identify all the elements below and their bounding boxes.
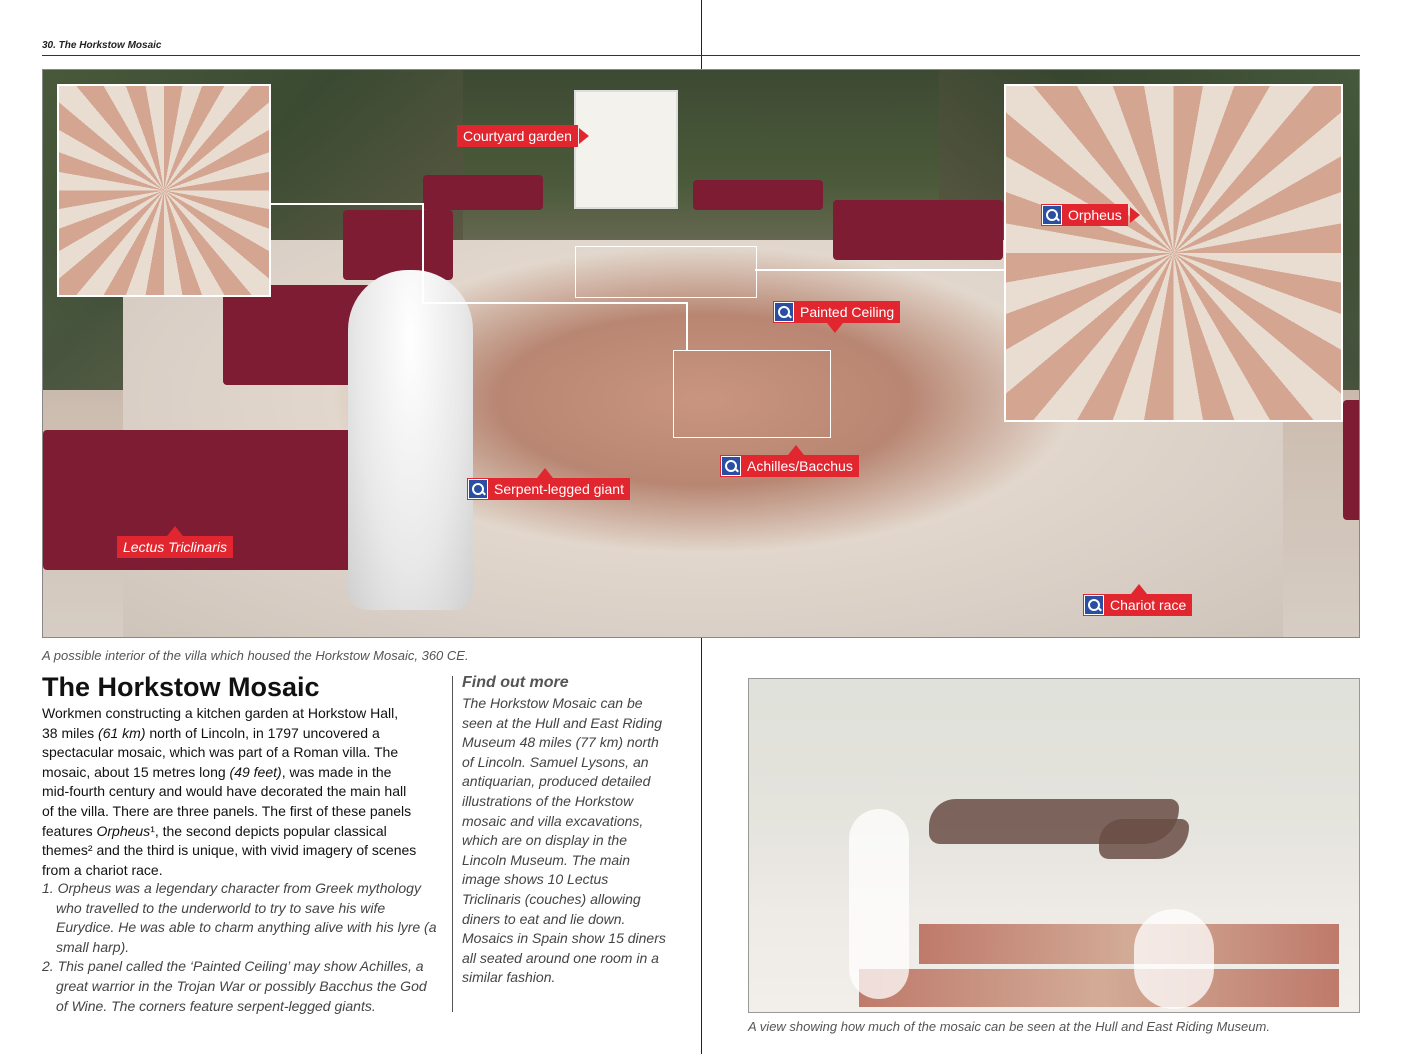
body-line: spectacular mosaic, which was part of a Roman villa. The — [42, 744, 399, 761]
couch — [343, 210, 453, 280]
leader-line — [271, 203, 423, 205]
footnotes — [42, 879, 442, 1016]
callout-pointer — [1131, 584, 1147, 594]
callout-pointer — [788, 445, 804, 455]
body-line: mid-fourth century and would have decorated the main hall — [42, 783, 407, 800]
magnifier-icon[interactable] — [1042, 205, 1062, 225]
statue — [348, 270, 473, 610]
body-text-span: mosaic, about 15 metres long — [42, 763, 230, 780]
callout-text: Lectus Triclinaris — [123, 539, 227, 555]
callout-painted-ceiling[interactable] — [773, 301, 900, 323]
magnifier-icon[interactable] — [468, 479, 488, 499]
body-text-span: , was made in the — [281, 763, 392, 780]
callout-pointer — [167, 526, 183, 536]
callout-text: Orpheus — [1068, 207, 1122, 223]
callout-text: Serpent-legged giant — [494, 481, 624, 497]
body-line: of the villa. There are three panels. The first of these panels — [42, 802, 412, 819]
callout-chariot-race[interactable] — [1083, 594, 1192, 616]
callout-courtyard-garden — [457, 125, 578, 147]
body-text-span: ¹, the second depicts popular classical — [150, 822, 387, 839]
statue — [849, 809, 909, 999]
article-body — [42, 704, 442, 880]
couch — [423, 175, 543, 210]
callout-pointer — [1130, 207, 1140, 223]
body-text-span: (49 feet) — [229, 763, 282, 780]
callout-text: Chariot race — [1110, 597, 1187, 613]
body-line: Workmen constructing a kitchen garden at Horkstow Hall, — [42, 705, 399, 721]
museum-view-caption: A view showing how much of the mosaic can be seen at the Hull and East Riding Museum. — [748, 1019, 1270, 1034]
body-line: themes² and the third is unique, with vivid imagery of scenes — [42, 842, 417, 859]
leader-line — [755, 269, 1005, 271]
chariot-race-panel — [919, 924, 1339, 964]
courtyard-doorway — [574, 90, 678, 209]
column-divider — [452, 676, 453, 1012]
chariot-race-panel — [859, 969, 1339, 1007]
body-text-span: (61 km) — [98, 724, 146, 741]
callout-text: Achilles/Bacchus — [747, 458, 853, 474]
article-title: The Horkstow Mosaic — [42, 672, 320, 702]
ceiling-panel-inset — [57, 84, 271, 297]
callout-pointer — [827, 323, 843, 333]
find-out-more-heading: Find out more — [462, 674, 569, 691]
callout-achilles-bacchus[interactable] — [720, 455, 859, 477]
couch — [833, 200, 1003, 260]
callout-orpheus[interactable] — [1041, 204, 1128, 226]
footnote: 2. This panel called the ‘Painted Ceiling’ may show Achilles, a great warrior in the Trojan War or possibly Bacchus the God of Wine. The corners feature serpent-legged giants. — [42, 958, 427, 1014]
body-text-span: Orpheus — [96, 822, 151, 839]
magnifier-icon[interactable] — [774, 302, 794, 322]
body-line — [42, 763, 442, 783]
villa-interior-illustration — [42, 69, 1360, 638]
body-line: from a chariot race. — [42, 861, 163, 878]
leader-line — [422, 302, 687, 304]
couch — [1343, 400, 1360, 520]
couch — [693, 180, 823, 210]
footnote: 1. Orpheus was a legendary character from Greek mythology who travelled to the underworld to try to save his wife Eurydice. He was able to charm anything alive with his lyre (a small harp). — [42, 880, 437, 955]
body-line — [42, 822, 442, 842]
callout-text: Courtyard garden — [463, 128, 572, 144]
callout-text: Painted Ceiling — [800, 304, 895, 320]
find-out-more-text: The Horkstow Mosaic can be seen at the Hull and East Riding Museum 48 miles (77 km) north of Lincoln. Samuel Lysons, an antiquarian, produced detailed illustrations of the Horkstow mosaic and villa excavations, which are on display in the Lincoln Museum. The main image shows 10 Lectus Triclinaris (couches) allowing diners to eat and lie down. Mosaics in Spain show 15 diners all seated around one room in a similar fashion. — [462, 695, 666, 986]
body-text-span: features — [42, 822, 97, 839]
page-header: 30. The Horkstow Mosaic — [42, 40, 162, 51]
body-text-span: 38 miles — [42, 724, 99, 741]
leader-line — [422, 203, 424, 303]
hero-caption: A possible interior of the villa which housed the Horkstow Mosaic, 360 CE. — [42, 648, 469, 663]
body-line — [42, 724, 442, 744]
leader-line — [686, 302, 688, 350]
surviving-mosaic-fragment — [1099, 819, 1189, 859]
magnifier-icon[interactable] — [721, 456, 741, 476]
zoom-region-orpheus — [575, 246, 757, 298]
body-text-span: north of Lincoln, in 1797 uncovered a — [145, 724, 380, 741]
callout-pointer — [537, 468, 553, 478]
callout-serpent-legged-giant[interactable] — [467, 478, 630, 500]
header-divider — [42, 55, 1360, 56]
orpheus-panel-inset — [1004, 84, 1343, 422]
missing-section — [1134, 909, 1214, 1009]
magnifier-icon[interactable] — [1084, 595, 1104, 615]
zoom-region-painted-ceiling — [673, 350, 831, 438]
callout-pointer — [579, 128, 589, 144]
museum-view-image — [748, 678, 1360, 1013]
callout-lectus-triclinaris — [117, 536, 233, 558]
